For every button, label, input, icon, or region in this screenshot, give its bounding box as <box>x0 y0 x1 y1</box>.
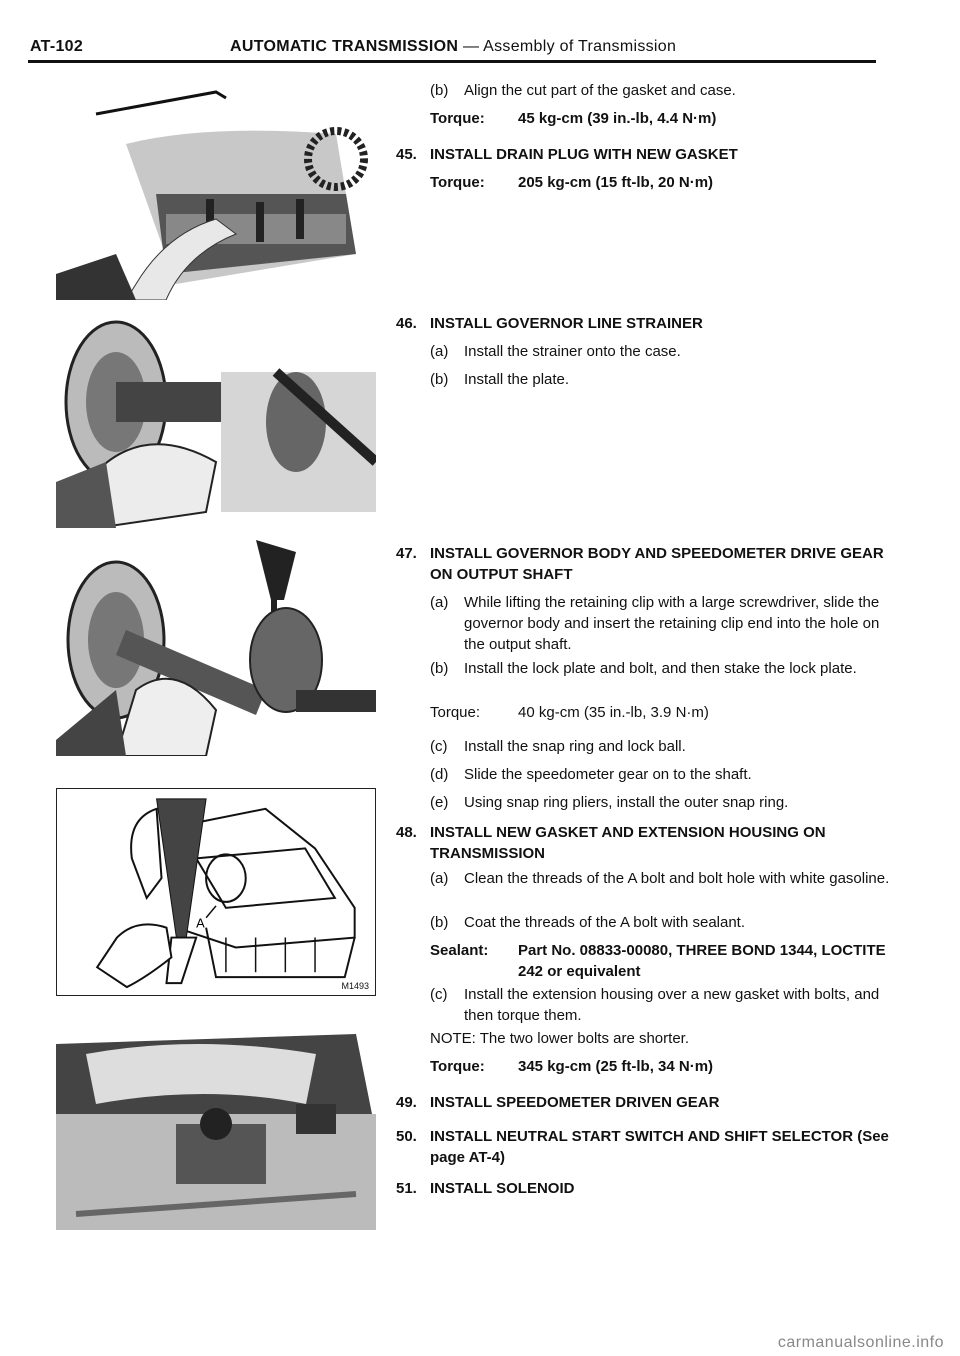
torque-key: Torque: <box>430 704 481 721</box>
substep-label: (c) <box>430 986 448 1003</box>
substep-text: Install the extension housing over a new gasket with bolts, and then torque them. <box>464 986 880 1024</box>
step-number: 47. <box>396 545 417 562</box>
substep-48a <box>430 868 890 889</box>
figure-governor-strainer-photo <box>56 312 376 528</box>
note-48: NOTE: The two lower bolts are shorter. <box>430 1030 689 1047</box>
substep-text: While lifting the retaining clip with a large screwdriver, slide the governor body and insert the retaining clip end into the hole on the output shaft. <box>464 594 880 653</box>
header-rule <box>28 60 876 63</box>
torque-value: 45 kg-cm (39 in.-lb, 4.4 N·m) <box>518 110 717 127</box>
substep-text: Align the cut part of the gasket and case. <box>464 82 736 99</box>
step-heading: INSTALL SPEEDOMETER DRIVEN GEAR <box>430 1094 720 1111</box>
substep-46a <box>430 341 890 362</box>
step-number: 49. <box>396 1094 417 1111</box>
substep-48b <box>430 912 890 933</box>
substep-46b <box>430 369 890 390</box>
step-number: 45. <box>396 146 417 163</box>
substep-label: (e) <box>430 794 449 811</box>
substep-text: Using snap ring pliers, install the outer snap ring. <box>464 794 789 811</box>
oil-pan-illustration <box>56 84 376 300</box>
sealant-value: Part No. 08833-00080, THREE BOND 1344, LOCTITE 242 or equivalent <box>518 942 886 980</box>
torque-spec-48 <box>430 1056 713 1077</box>
section-title-main: AUTOMATIC TRANSMISSION <box>230 38 459 55</box>
step-49 <box>396 1092 896 1113</box>
torque-key: Torque: <box>430 174 485 191</box>
step-heading: INSTALL GOVERNOR BODY AND SPEEDOMETER DRIVE GEAR ON OUTPUT SHAFT <box>430 545 884 583</box>
substep-text: Coat the threads of the A bolt with sealant. <box>464 914 746 931</box>
section-title <box>230 38 676 56</box>
step-number: 46. <box>396 315 417 332</box>
substep-label: (b) <box>430 82 449 99</box>
substep-label: (b) <box>430 660 449 677</box>
substep-47d <box>430 764 890 785</box>
torque-value: 40 kg-cm (35 in.-lb, 3.9 N·m) <box>518 704 709 721</box>
callout-a: A <box>196 915 205 931</box>
step-46 <box>396 313 896 334</box>
step-number: 51. <box>396 1180 417 1197</box>
figure-oil-pan-photo <box>56 84 376 300</box>
substep-text: Slide the speedometer gear on to the shaft. <box>464 766 752 783</box>
extension-housing-line-drawing <box>57 789 375 995</box>
substep-text: Install the plate. <box>464 371 570 388</box>
watermark: carmanualsonline.info <box>777 1334 944 1351</box>
step-number: 48. <box>396 824 417 841</box>
step-45 <box>396 144 896 165</box>
step-heading: INSTALL NEUTRAL START SWITCH AND SHIFT SELECTOR (See page AT-4) <box>430 1128 889 1166</box>
page-number: AT-102 <box>30 38 84 55</box>
step-heading: INSTALL DRAIN PLUG WITH NEW GASKET <box>430 146 738 163</box>
torque-value: 345 kg-cm (25 ft-lb, 34 N·m) <box>518 1058 714 1075</box>
substep-label: (a) <box>430 343 449 360</box>
substep-text: Install the snap ring and lock ball. <box>464 738 686 755</box>
substep-48c <box>430 984 890 1026</box>
figure-governor-body-photo <box>56 540 376 756</box>
substep-label: (a) <box>430 594 449 611</box>
figure-code-label: M1493 <box>341 981 369 991</box>
substep-44b <box>430 80 890 101</box>
step-number: 50. <box>396 1128 417 1145</box>
figure-solenoid-photo <box>56 1014 376 1230</box>
torque-value: 205 kg-cm (15 ft-lb, 20 N·m) <box>518 174 714 191</box>
torque-key: Torque: <box>430 1058 485 1075</box>
substep-47b <box>430 658 890 679</box>
substep-text: Clean the threads of the A bolt and bolt hole with white gasoline. <box>464 870 890 887</box>
page-header <box>28 38 876 60</box>
torque-spec-44 <box>430 108 716 129</box>
step-48 <box>396 822 896 864</box>
governor-strainer-illustration <box>56 312 376 528</box>
substep-47a <box>430 592 890 655</box>
step-47 <box>396 543 896 585</box>
substep-label: (c) <box>430 738 448 755</box>
step-heading: INSTALL GOVERNOR LINE STRAINER <box>430 315 703 332</box>
step-heading: INSTALL NEW GASKET AND EXTENSION HOUSING ON TRANSMISSION <box>430 824 826 862</box>
step-heading: INSTALL SOLENOID <box>430 1180 575 1197</box>
sealant-key: Sealant: <box>430 942 489 959</box>
step-51 <box>396 1178 896 1199</box>
substep-47e <box>430 792 890 813</box>
substep-label: (b) <box>430 371 449 388</box>
substep-label: (a) <box>430 870 449 887</box>
substep-label: (b) <box>430 914 449 931</box>
torque-spec-47 <box>430 702 709 723</box>
substep-47c <box>430 736 890 757</box>
substep-label: (d) <box>430 766 449 783</box>
step-50 <box>396 1126 896 1168</box>
figure-extension-housing-drawing <box>56 788 376 996</box>
section-subtitle: — Assembly of Transmission <box>458 38 677 55</box>
solenoid-illustration <box>56 1014 376 1230</box>
sealant-spec-48 <box>430 940 900 982</box>
torque-key: Torque: <box>430 110 485 127</box>
substep-text: Install the lock plate and bolt, and then stake the lock plate. <box>464 660 857 677</box>
torque-spec-45 <box>430 172 713 193</box>
substep-text: Install the strainer onto the case. <box>464 343 681 360</box>
governor-body-illustration <box>56 540 376 756</box>
